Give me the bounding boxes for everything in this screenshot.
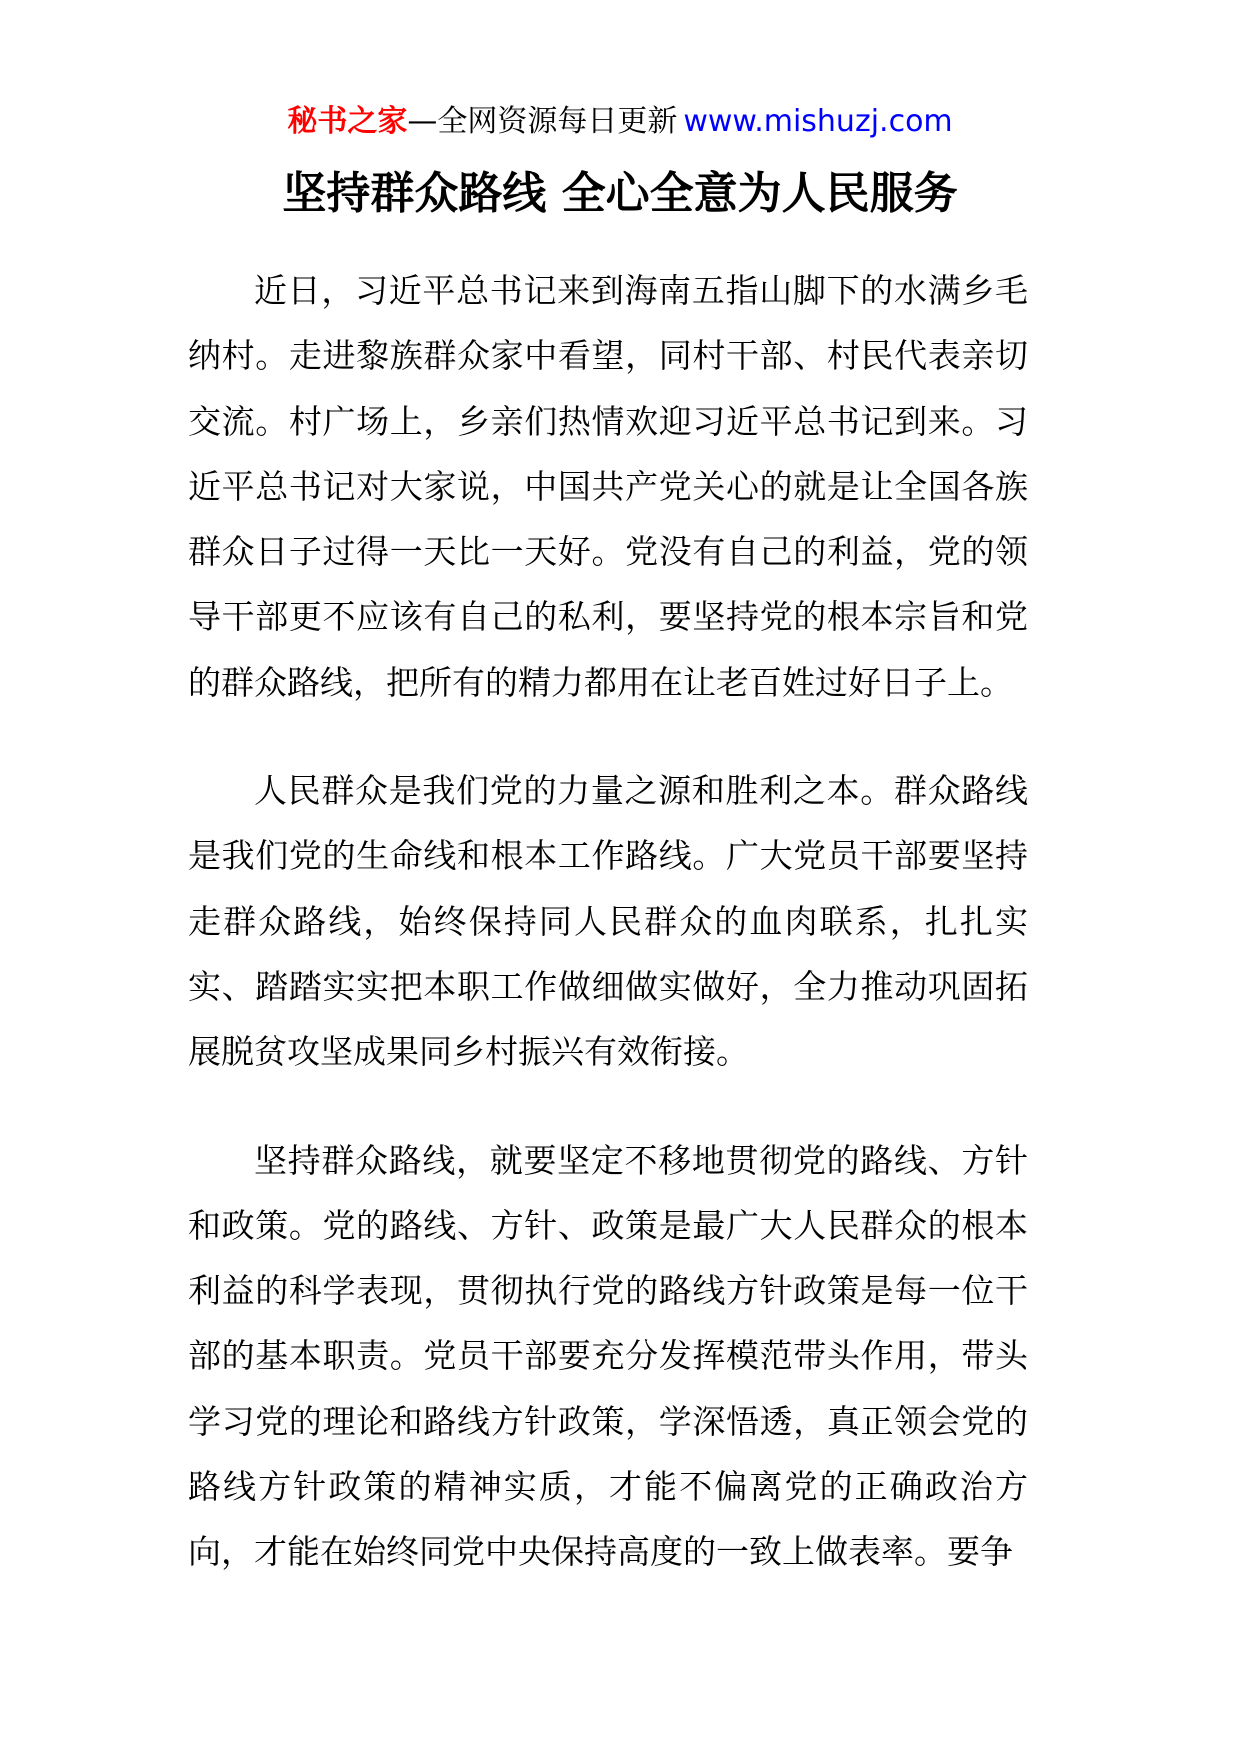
body-paragraph: 人民群众是我们党的力量之源和胜利之本。群众路线是我们党的生命线和根本工作路线。广大党员干部要坚持走群众路线，始终保持同人民群众的血肉联系，扎扎实实、踏踏实实把本职工作做细做实做好，全力推动巩固拓展脱贫攻坚成果同乡村振兴有效衔接。 [188, 771, 1028, 1072]
brand-name: 秘书之家 [287, 104, 408, 139]
document-body [188, 258, 1028, 1628]
site-header [0, 100, 1240, 144]
body-paragraph: 近日，习近平总书记来到海南五指山脚下的水满乡毛纳村。走进黎族群众家中看望，同村干部、村民代表亲切交流。村广场上，乡亲们热情欢迎习近平总书记到来。习近平总书记对大家说，中国共产党关心的就是让全国各族群众日子过得一天比一天好。党没有自己的利益，党的领导干部更不应该有自己的私利，要坚持党的根本宗旨和党的群众路线，把所有的精力都用在让老百姓过好日子上。 [188, 271, 1028, 702]
site-url-link[interactable]: www.mishuzj.com [683, 104, 953, 139]
document-title: 坚持群众路线 全心全意为人民服务 [282, 168, 958, 219]
body-paragraph: 坚持群众路线，就要坚定不移地贯彻党的路线、方针和政策。党的路线、方针、政策是最广大人民群众的根本利益的科学表现，贯彻执行党的路线方针政策是每一位干部的基本职责。党员干部要充分发挥模范带头作用，带头学习党的理论和路线方针政策，学深悟透，真正领会党的路线方针政策的精神实质，才能不偏离党的正确政治方向，才能在始终同党中央保持高度的一致上做表率。要争 [188, 1140, 1028, 1572]
header-tagline: —全网资源每日更新 [407, 104, 678, 139]
